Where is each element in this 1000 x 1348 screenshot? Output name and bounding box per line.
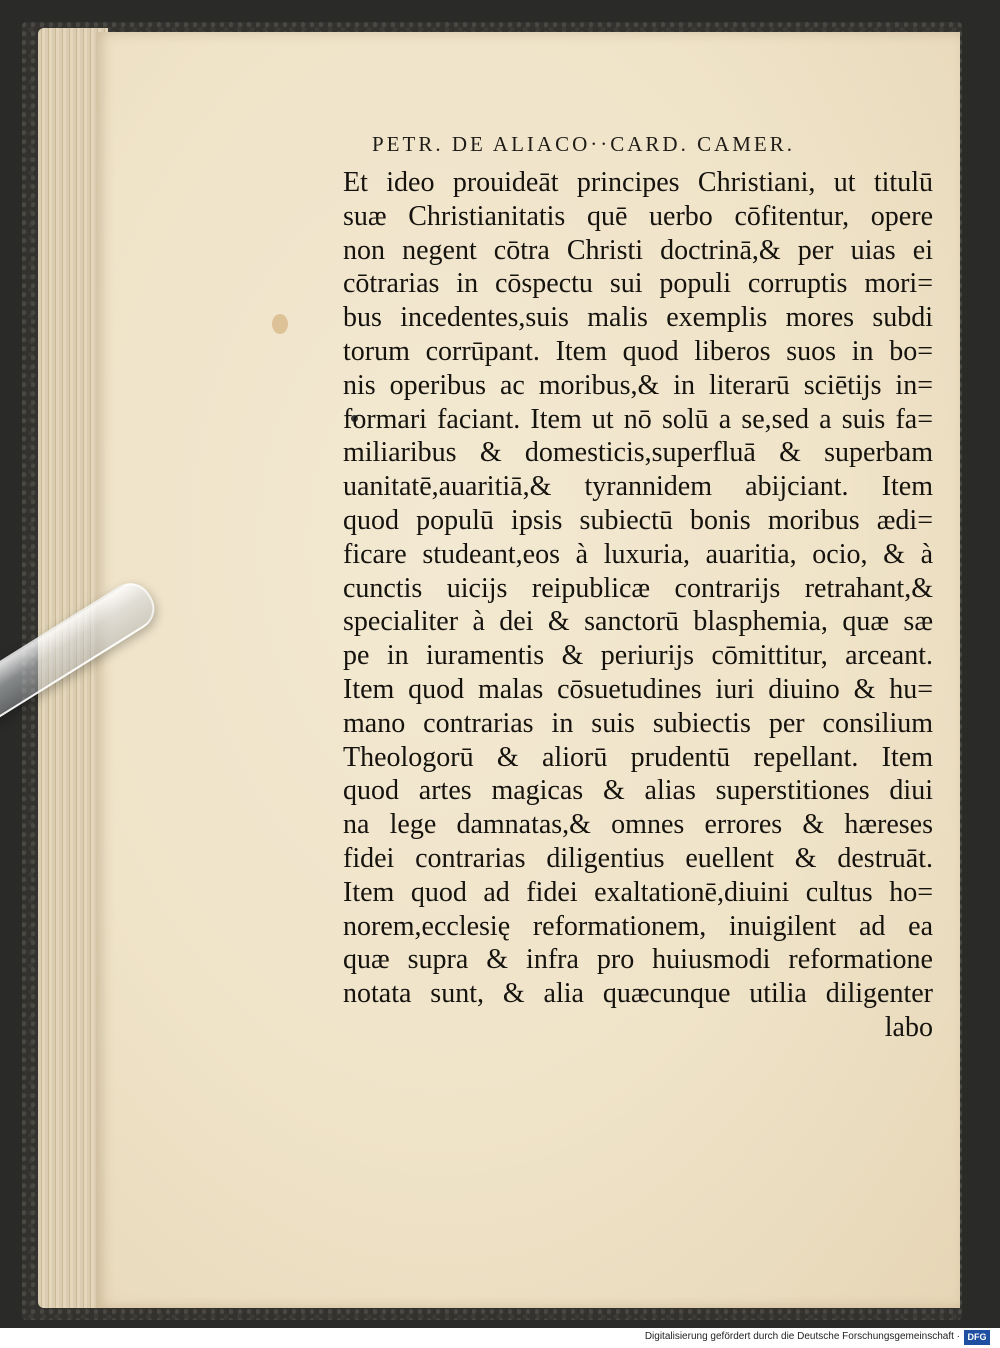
body-text — [343, 166, 933, 1045]
text-line: cunctis uicijs reipublicæ contrarijs retrahant,& — [343, 572, 933, 604]
text-line: quod populū ipsis subiectū bonis moribus ædi= — [343, 504, 933, 536]
text-line: suæ Christianitatis quē uerbo cōfitentur, opere — [343, 200, 933, 232]
text-line: torum corrūpant. Item quod liberos suos in bo= — [343, 335, 933, 367]
text-line: notata sunt, & alia quæcunque utilia diligenter — [343, 978, 933, 1010]
text-line: na lege damnatas,& omnes errores & hæreses — [343, 809, 933, 841]
text-line: Item quod ad fidei exaltationē,diuini cultus ho= — [343, 876, 933, 908]
catchword: labo — [884, 1011, 933, 1043]
text-line: Et ideo prouideāt principes Christiani, ut titulū — [343, 167, 933, 198]
text-line: quod artes magicas & alias superstitiones diui — [343, 775, 933, 807]
text-line: quæ supra & infra pro huiusmodi reformatione — [343, 944, 933, 976]
text-line: bus incedentes,suis malis exemplis mores subdi — [343, 302, 933, 334]
dfg-logo-icon: DFG — [964, 1330, 990, 1345]
funding-credit: Digitalisierung gefördert durch die Deutsche Forschungsgemeinschaft · — [644, 1331, 960, 1342]
text-line: norem,ecclesię reformationem, inuigilent ad ea — [343, 910, 933, 942]
text-line: fidei contrarias diligentius euellent & destruāt. — [343, 842, 933, 874]
text-line: specialiter à dei & sanctorū blasphemia, quæ sæ — [343, 606, 933, 638]
text-line: Theologorū & aliorū prudentū repellant. Item — [343, 741, 933, 773]
text-line: ficare studeant,eos à luxuria, auaritia, ocio, & à — [343, 538, 933, 570]
running-header: PETR. DE ALIACO··CARD. CAMER. — [372, 132, 796, 156]
text-line: Item quod malas cōsuetudines iuri diuino & hu= — [343, 673, 933, 705]
text-line: mano contrarias in suis subiectis per consilium — [343, 707, 933, 739]
page-stain — [272, 314, 288, 334]
text-line: nis operibus ac moribus,& in literarū sciētijs in= — [343, 369, 933, 401]
text-line: non negent cōtra Christi doctrinā,& per uias ei — [343, 234, 933, 266]
text-line: pe in iuramentis & periurijs cōmittitur, arceant. — [343, 640, 933, 672]
text-line: cōtrarias in cōspectu sui populi corruptis mori= — [343, 268, 933, 300]
text-line: formari faciant. Item ut nō solū a se,sed a suis fa= — [343, 403, 933, 435]
digitization-footer — [0, 1328, 1000, 1348]
text-line: uanitatē,auaritiā,& tyrannidem abijciant. Item — [343, 471, 933, 503]
text-line: miliaribus & domesticis,superfluā & superbam — [343, 437, 933, 469]
